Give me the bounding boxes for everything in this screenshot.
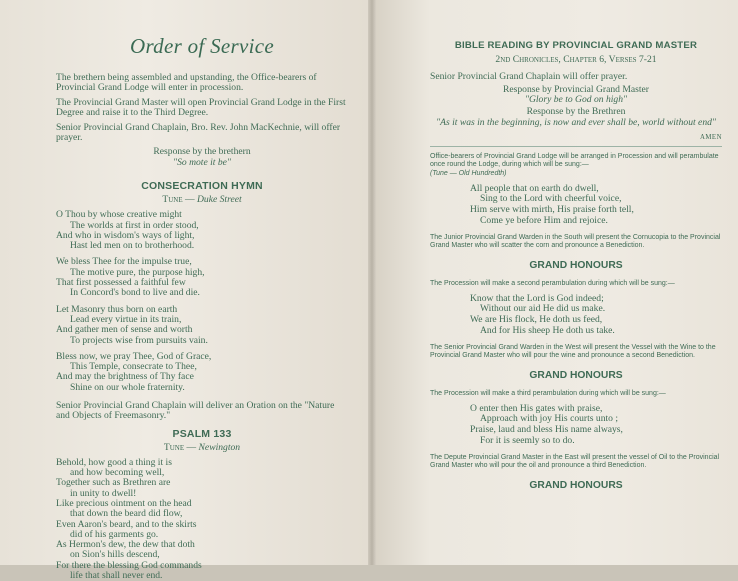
tune-name: Duke Street	[196, 194, 242, 206]
verse-line: Like precious ointment on the head	[56, 498, 192, 509]
warden-south-note: The Junior Provincial Grand Warden in the South will present the Cornucopia to the Provincial Grand Master who will scatter the corn and pronounce a Benediction.	[430, 234, 721, 250]
book-gutter	[368, 0, 376, 565]
right-page	[376, 0, 738, 565]
amen: AMEN	[699, 134, 722, 142]
intro-paragraph-3: Senior Provincial Grand Chaplain, Bro. Rev. John MacKechnie, will offer prayer.	[56, 121, 341, 144]
verse-line: did of his garments go.	[70, 528, 159, 540]
hymn-verse	[56, 305, 348, 346]
verse-line: The worlds at first in order stood,	[70, 219, 199, 231]
grand-honours-heading-2: GRAND HONOURS	[529, 369, 623, 381]
verse-line: We are His flock, He doth us feed,	[470, 314, 603, 325]
hymn-verse	[56, 257, 348, 298]
bible-reference: 2nd Chronicles, Chapter 6, Verses 7-21	[495, 54, 657, 65]
grand-honours-heading-1: GRAND HONOURS	[529, 259, 623, 271]
verse-line: For it is seemly so to do.	[480, 434, 575, 446]
verse-line: Let Masonry thus born on earth	[56, 303, 178, 315]
intro-paragraph-2: The Provincial Grand Master will open Provincial Grand Lodge in the First Degree and raise it to the Third Degree.	[56, 96, 346, 119]
response-text: "So mote it be"	[173, 156, 231, 168]
verse-line: In Concord's bond to live and die.	[70, 287, 200, 299]
verse-line: And may the brightness of Thy face	[56, 371, 194, 383]
verse-line: Come ye before Him and rejoice.	[480, 214, 608, 226]
old-hundredth-verse-2	[470, 294, 722, 336]
verse-line: And who in wisdom's ways of light,	[56, 229, 195, 241]
psalm-verse	[56, 458, 348, 581]
psalm-heading: PSALM 133	[172, 427, 232, 440]
bible-reading-heading: BIBLE READING BY PROVINCIAL GRAND MASTER	[454, 40, 698, 51]
verse-line: Without our aid He did us make.	[480, 303, 606, 315]
verse-line: To projects wise from pursuits vain.	[70, 334, 208, 346]
verse-line: Approach with joy His courts unto ;	[480, 413, 619, 425]
verse-line: This Temple, consecrate to Thee,	[70, 361, 197, 373]
procession-note-1: Office-bearers of Provincial Grand Lodge will be arranged in Procession and will perambulate once round the Lodge, during which will be sung:—	[430, 153, 719, 169]
response-label: Response by the brethern	[153, 146, 251, 158]
old-hundredth-verse-3	[470, 404, 722, 446]
response-a-text: "Glory be to God on high"	[524, 94, 628, 105]
procession-note-2: The Procession will make a second perambulation during which will be sung:—	[430, 279, 675, 287]
verse-line: Shine on our whole fraternity.	[70, 381, 185, 393]
verse-line: O Thou by whose creative might	[56, 209, 182, 221]
verse-line: Hast led men on to brotherhood.	[70, 240, 195, 252]
response-a-label: Response by Provincial Grand Master	[502, 83, 649, 95]
old-hundredth-verse-1	[470, 184, 722, 226]
tune-name: Newington	[198, 441, 241, 453]
tune-label: Tune	[163, 441, 185, 453]
verse-line: Even Aaron's beard, and to the skirts	[56, 518, 197, 530]
verse-line: Know that the Lord is God indeed;	[470, 292, 604, 304]
verse-line: The motive pure, the purpose high,	[70, 266, 205, 278]
hymn-verses	[56, 210, 348, 393]
verse-line: Lead every virtue in its train,	[70, 313, 182, 325]
verse-line: in unity to dwell!	[70, 487, 137, 499]
hymn-heading: CONSECRATION HYMN	[141, 180, 263, 193]
grand-honours-heading-3: GRAND HONOURS	[529, 479, 623, 491]
response-b-label: Response by the Brethren	[526, 106, 626, 118]
verse-line: That first possessed a faithful few	[56, 277, 186, 289]
verse-line: And for His sheep He doth us take.	[480, 324, 615, 336]
response-b-text: "As it was in the beginning, is now and ever shall be, world without end"	[436, 116, 716, 128]
page-title: Order of Service	[130, 34, 274, 58]
oration-note: Senior Provincial Grand Chaplain will deliver an Oration on the "Nature and Objects of Freemasonry."	[56, 400, 335, 422]
verse-line: and how becoming well,	[70, 467, 165, 479]
verse-line: And gather men of sense and worth	[56, 324, 193, 336]
verse-line: We bless Thee for the impulse true,	[56, 256, 192, 268]
left-page	[0, 0, 368, 581]
verse-line: on Sion's hills descend,	[70, 549, 160, 561]
warden-west-note: The Senior Provincial Grand Warden in the West will present the Vessel with the Wine to the Provincial Grand Master who will pour the wine and pronounce a second Benediction.	[430, 344, 716, 360]
verse-line: Bless now, we pray Thee, God of Grace,	[56, 350, 212, 362]
verse-line: Him serve with mirth, His praise forth tell,	[470, 204, 634, 216]
verse-line: Behold, how good a thing it is	[56, 456, 172, 468]
tune-label: Tune	[162, 194, 183, 206]
verse-line: Together such as Brethren are	[56, 477, 171, 489]
procession-note-3: The Procession will make a third perambulation during which will be sung:—	[430, 389, 666, 397]
hymn-verse	[56, 210, 348, 251]
verse-line: that down the beard did flow,	[70, 508, 183, 520]
procession-tune: (Tune — Old Hundredth)	[430, 169, 507, 177]
hymn-verse	[56, 352, 348, 393]
divider	[430, 146, 722, 147]
verse-line: Sing to the Lord with cheerful voice,	[480, 193, 622, 205]
verse-line: As Hermon's dew, the dew that doth	[56, 539, 195, 551]
verse-line: Praise, laud and bless His name always,	[470, 423, 623, 435]
depute-east-note: The Depute Provincial Grand Master in the East will present the vessel of Oil to the Provincial Grand Master who will pour the oil and pronounce a third Benediction.	[430, 454, 720, 470]
psalm-tune: Tune — Newington	[163, 441, 241, 453]
intro-paragraph-1: The brethern being assembled and upstanding, the Office-bearers of Provincial Grand Lodge will enter in procession.	[56, 72, 317, 94]
hymn-tune: Tune — Duke Street	[162, 194, 242, 206]
prayer-note: Senior Provincial Grand Chaplain will offer prayer.	[430, 71, 628, 82]
verse-line: All people that on earth do dwell,	[470, 182, 599, 194]
verse-line: life that shall never end.	[70, 570, 163, 581]
verse-line: For there the blessing God commands	[56, 559, 202, 571]
verse-line: O enter then His gates with praise,	[470, 402, 603, 414]
